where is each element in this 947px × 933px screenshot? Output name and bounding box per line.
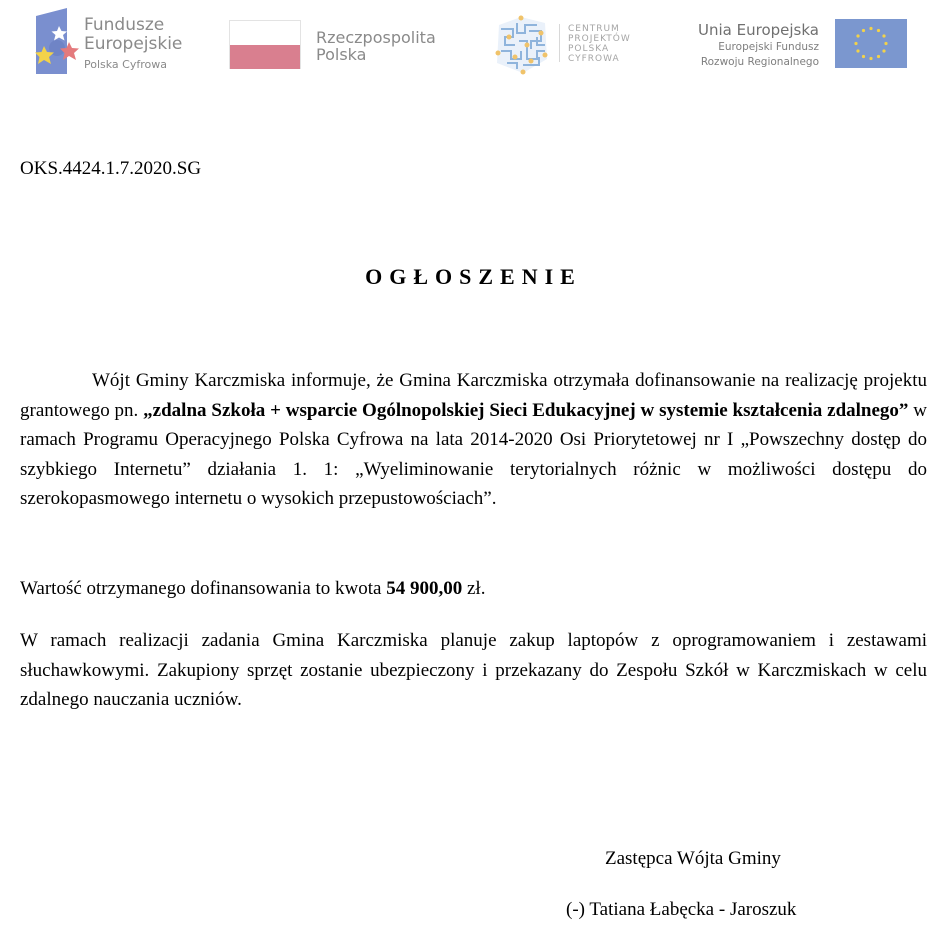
centrum-projektow-text bbox=[568, 24, 631, 64]
logo-text-line: CYFROWA bbox=[568, 54, 620, 64]
eu-star-icon bbox=[884, 42, 887, 45]
logo-text-line: PROJEKTÓW bbox=[568, 34, 631, 44]
logo-text-line: Polska bbox=[316, 45, 367, 64]
logo-text-line: Rzeczpospolita bbox=[316, 28, 436, 47]
eu-star-icon bbox=[882, 34, 885, 37]
logo-text-line: POLSKA bbox=[568, 44, 610, 54]
eu-star-icon bbox=[877, 55, 880, 58]
eu-star-icon bbox=[869, 57, 872, 60]
logo-text-line: Rozwoju Regionalnego bbox=[700, 56, 819, 68]
eu-star-icon bbox=[869, 27, 872, 30]
polish-flag-icon bbox=[229, 20, 301, 69]
fundusze-europejskie-logo-icon bbox=[33, 8, 79, 74]
signature-role: Zastępca Wójta Gminy bbox=[605, 848, 781, 869]
unia-europejska-text bbox=[698, 20, 819, 70]
eu-star-icon bbox=[862, 55, 865, 58]
logo-divider bbox=[559, 24, 560, 62]
logo-text-line: Europejskie bbox=[84, 34, 183, 54]
centrum-projektow-maze-icon bbox=[493, 15, 549, 75]
logo-header bbox=[0, 0, 947, 90]
paragraph-text: zł. bbox=[462, 578, 486, 599]
rzeczpospolita-polska-text bbox=[316, 29, 436, 63]
logo-text-line: Fundusze bbox=[84, 15, 165, 35]
eu-flag-icon bbox=[835, 19, 907, 68]
document-title: OGŁOSZENIE bbox=[365, 264, 582, 289]
fundusze-europejskie-text bbox=[84, 16, 182, 72]
announcement-paragraph-2 bbox=[20, 574, 927, 604]
eu-star-icon bbox=[856, 49, 859, 52]
announcement-paragraph-1 bbox=[20, 366, 927, 514]
document-reference-number: OKS.4424.1.7.2020.SG bbox=[20, 158, 202, 179]
eu-star-icon bbox=[877, 29, 880, 32]
eu-star-icon bbox=[854, 42, 857, 45]
paragraph-text: Wartość otrzymanego dofinansowania to kwota bbox=[20, 578, 387, 599]
eu-star-icon bbox=[862, 29, 865, 32]
signature-name: (-) Tatiana Łabęcka - Jaroszuk bbox=[566, 899, 797, 920]
eu-star-icon bbox=[882, 49, 885, 52]
grant-amount: 54 900,00 bbox=[386, 578, 463, 599]
logo-text-line: Europejski Fundusz bbox=[718, 41, 819, 53]
logo-text-line: Unia Europejska bbox=[698, 21, 819, 39]
announcement-paragraph-3: W ramach realizacji zadania Gmina Karczmiska planuje zakup laptopów z oprogramowaniem i zestawami słuchawkowymi. Zakupiony sprzęt zostanie ubezpieczony i przekazany do Zespołu Szkół w Karczmiskach w celu zdalnego nauczania uczniów. bbox=[20, 630, 927, 710]
project-name: „zdalna Szkoła + wsparcie Ogólnopolskiej Sieci Edukacyjnej w systemie kształcenia zdalnego” bbox=[143, 399, 909, 421]
logo-text-line: Polska Cyfrowa bbox=[84, 58, 167, 71]
paragraph-text: w ramach Programu Operacyjnego Polska Cyfrowa na lata 2014-2020 Osi Priorytetowej nr I „Powszechny dostęp do szybkiego Internetu” działania 1. 1: „Wyeliminowanie terytorialnych różnic w możliwości dostępu do szerokopasmowego internetu o wysokich przepustowościach”. bbox=[20, 399, 928, 509]
paragraph-text: Wójt Gminy Karczmiska informuje, że Gmina Karczmiska otrzymała dofinansowanie na realizację projektu grantowego pn. bbox=[20, 370, 927, 421]
eu-star-icon bbox=[856, 34, 859, 37]
logo-text-line: CENTRUM bbox=[568, 24, 620, 34]
